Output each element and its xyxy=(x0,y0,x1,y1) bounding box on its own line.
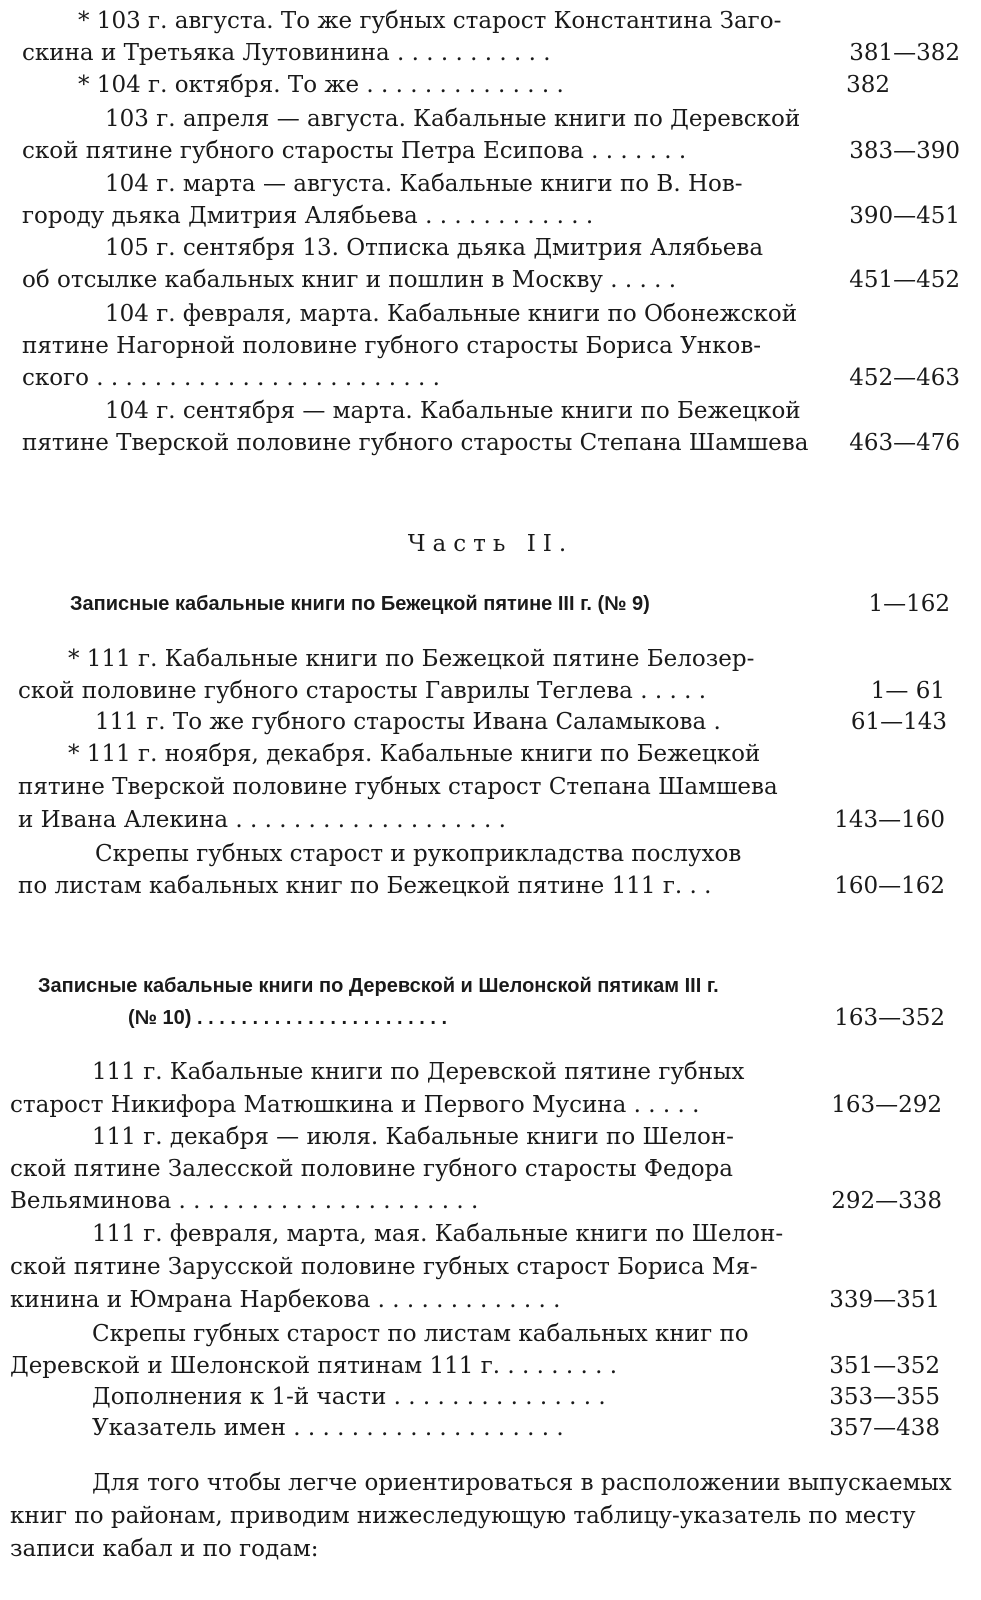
section-heading: Записные кабальные книги по Деревской и Шелонской пятикам III г. xyxy=(38,975,719,997)
section-page-range: 1—162 xyxy=(868,591,950,617)
entry-line: Дополнения к 1-й части . . . . . . . . . . . . . . . xyxy=(92,1384,606,1410)
entry-line: * 104 г. октября. То же . . . . . . . . . . . . . . xyxy=(78,72,564,98)
closing-paragraph-line: Для того чтобы легче ориентироваться в расположении выпускаемых xyxy=(92,1470,952,1496)
entry-line: 111 г. февраля, марта, мая. Кабальные книги по Шелон- xyxy=(92,1221,784,1247)
page-range: 353—355 xyxy=(829,1384,940,1410)
entry-line: пятине Тверской половине губного старосты Степана Шамшева xyxy=(22,430,809,456)
entry-line: Скрепы губных старост по листам кабальных книг по xyxy=(92,1321,749,1347)
entry-line: 111 г. То же губного старосты Ивана Саламыкова . xyxy=(95,709,721,735)
entry-line: и Ивана Алекина . . . . . . . . . . . . . . . . . . . xyxy=(18,807,506,833)
entry-line: Скрепы губных старост и рукоприкладства послухов xyxy=(95,841,742,867)
page-range: 452—463 xyxy=(849,365,960,391)
entry-line: городу дьяка Дмитрия Алябьева . . . . . . . . . . . . xyxy=(22,203,594,229)
entry-line: ской пятине губного старосты Петра Есипова . . . . . . . xyxy=(22,138,687,164)
page-range: 292—338 xyxy=(831,1188,942,1214)
closing-paragraph-line: записи кабал и по годам: xyxy=(10,1536,319,1562)
section-heading: Записные кабальные книги по Бежецкой пятине III г. (№ 9) xyxy=(70,593,650,615)
page-range: 390—451 xyxy=(849,203,960,229)
closing-paragraph-line: книг по районам, приводим нижеследующую таблицу-указатель по месту xyxy=(10,1503,916,1529)
page-range: 383—390 xyxy=(849,138,960,164)
entry-line: скина и Третьяка Лутовинина . . . . . . . . . . . xyxy=(22,40,551,66)
entry-line: по листам кабальных книг по Бежецкой пятине 111 г. . . xyxy=(18,873,712,899)
entry-line: 103 г. апреля — августа. Кабальные книги по Деревской xyxy=(105,106,801,132)
entry-line: пятине Тверской половине губных старост Степана Шамшева xyxy=(18,774,778,800)
page-range: 339—351 xyxy=(829,1287,940,1313)
entry-line: 111 г. Кабальные книги по Деревской пятине губных xyxy=(92,1059,745,1085)
entry-line: * 111 г. ноября, декабря. Кабальные книги по Бежецкой xyxy=(68,741,761,767)
page-range: 143—160 xyxy=(834,807,945,833)
page-range: 160—162 xyxy=(834,873,945,899)
entry-line: 105 г. сентября 13. Отписка дьяка Дмитрия Алябьева xyxy=(105,235,764,261)
section-page-range: 163—352 xyxy=(834,1005,945,1031)
section-heading-continued: (№ 10) . . . . . . . . . . . . . . . . . . . . . . . xyxy=(128,1007,448,1029)
entry-line: ской пятине Залесской половине губного старосты Федора xyxy=(10,1156,734,1182)
page-range: 163—292 xyxy=(831,1092,942,1118)
entry-line: * 103 г. августа. То же губных старост Константина Заго- xyxy=(78,8,782,34)
entry-line: 111 г. декабря — июля. Кабальные книги по Шелон- xyxy=(92,1124,734,1150)
entry-line: ского . . . . . . . . . . . . . . . . . . . . . . . . xyxy=(22,365,440,391)
entry-line: ской пятине Зарусской половине губных старост Бориса Мя- xyxy=(10,1254,758,1280)
page-range: 357—438 xyxy=(829,1415,940,1441)
page-range: 381—382 xyxy=(849,40,960,66)
page-range: 1— 61 xyxy=(870,678,945,704)
entry-line: Указатель имен . . . . . . . . . . . . . . . . . . . xyxy=(92,1415,564,1441)
entry-line: старост Никифора Матюшкина и Первого Мусина . . . . . xyxy=(10,1092,700,1118)
part-title: Часть II. xyxy=(407,531,574,557)
page-range: 451—452 xyxy=(849,267,960,293)
entry-line: 104 г. февраля, марта. Кабальные книги по Обонежской xyxy=(105,301,798,327)
entry-line: Вельяминова . . . . . . . . . . . . . . . . . . . . . xyxy=(10,1188,479,1214)
entry-line: пятине Нагорной половине губного старосты Бориса Унков- xyxy=(22,333,762,359)
page-range: 463—476 xyxy=(849,430,960,456)
entry-line: ской половине губного старосты Гаврилы Теглева . . . . . xyxy=(18,678,707,704)
entry-line: 104 г. марта — августа. Кабальные книги по В. Нов- xyxy=(105,171,743,197)
entry-line: об отсылке кабальных книг и пошлин в Москву . . . . . xyxy=(22,267,677,293)
entry-line: кинина и Юмрана Нарбекова . . . . . . . . . . . . . xyxy=(10,1287,561,1313)
entry-line: * 111 г. Кабальные книги по Бежецкой пятине Белозер- xyxy=(68,646,755,672)
page-range: 61—143 xyxy=(850,709,947,735)
page-range: 382 xyxy=(846,72,890,98)
entry-line: Деревской и Шелонской пятинам 111 г. . . . . . . . . xyxy=(10,1353,618,1379)
page-range: 351—352 xyxy=(829,1353,940,1379)
entry-line: 104 г. сентября — марта. Кабальные книги по Бежецкой xyxy=(105,398,801,424)
